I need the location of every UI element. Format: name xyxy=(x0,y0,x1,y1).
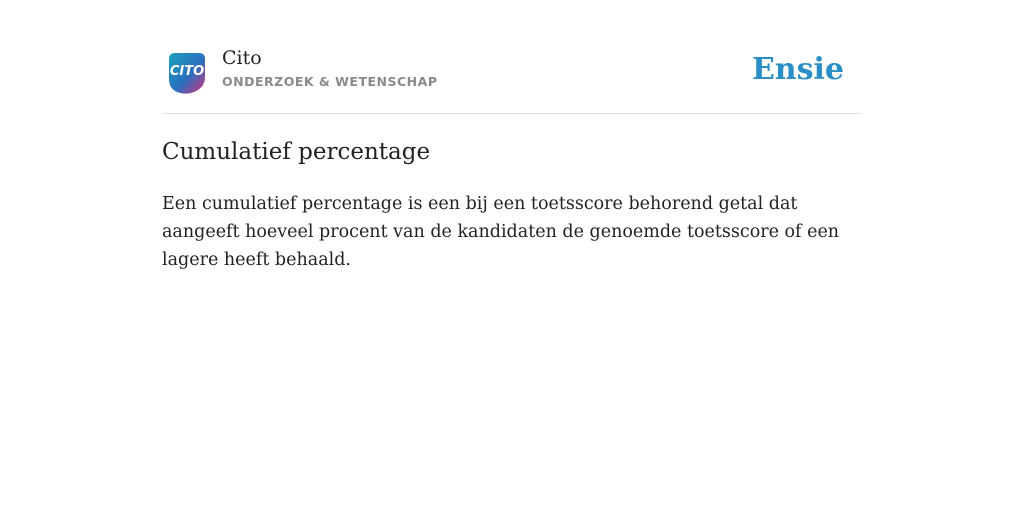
page-title: Cumulatief percentage xyxy=(162,139,431,165)
brand-subtitle: ONDERZOEK & WETENSCHAP xyxy=(222,74,438,89)
brand-name: Cito xyxy=(222,47,262,69)
cito-logo-icon[interactable] xyxy=(165,51,209,95)
header xyxy=(162,40,862,114)
ensie-logo-link[interactable]: Ensie xyxy=(751,52,844,87)
logo-text: CITO xyxy=(169,64,205,79)
definition-text: Een cumulatief percentage is een bij een toetsscore behorend getal dat aangeeft hoeveel procent van de kandidaten de genoemde toetsscore of een lagere heeft behaald. xyxy=(162,194,840,270)
